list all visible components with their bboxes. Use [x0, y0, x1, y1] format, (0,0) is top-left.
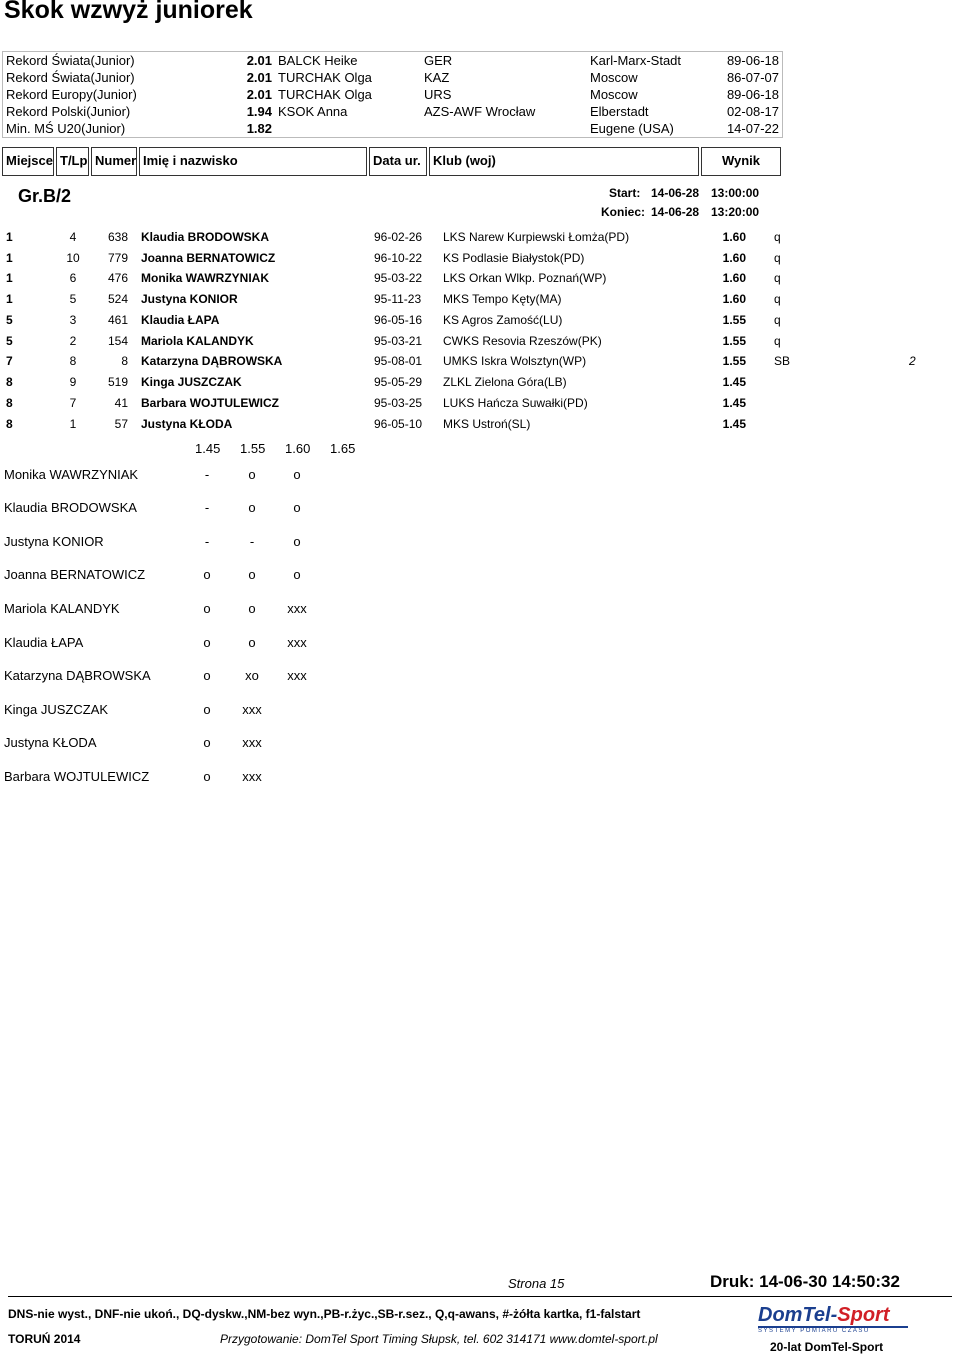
attempt: o: [293, 567, 301, 582]
record-label: Rekord Polski(Junior): [6, 104, 131, 119]
attempt: o: [203, 567, 211, 582]
result-lp: 10: [66, 251, 80, 265]
result-value: 1.45: [722, 417, 746, 431]
result-club: MKS Ustroń(SL): [443, 417, 531, 431]
record-athlete: TURCHAK Olga: [278, 70, 372, 85]
result-lp: 2: [69, 334, 77, 348]
result-extra: 2: [909, 354, 916, 368]
header-name: Imię i nazwisko: [139, 147, 367, 176]
record-row: [3, 86, 783, 103]
record-place: Elberstadt: [590, 104, 649, 119]
result-qualifier: q: [774, 230, 781, 244]
result-value: 1.60: [722, 271, 746, 285]
result-qualifier: q: [774, 334, 781, 348]
result-name: Justyna KŁODA: [141, 417, 233, 431]
result-value: 1.45: [722, 396, 746, 410]
group-name: Gr.B/2: [18, 186, 72, 206]
result-number: 524: [107, 292, 128, 306]
attempt: xxx: [287, 668, 307, 683]
progression-row: [0, 500, 400, 520]
record-place: Karl-Marx-Stadt: [590, 53, 682, 68]
result-lp: 4: [69, 230, 77, 244]
result-place: 8: [6, 417, 13, 431]
result-place: 1: [6, 251, 13, 265]
result-birth: 95-05-29: [374, 375, 423, 389]
result-value: 1.60: [722, 292, 746, 306]
progression-name: Mariola KALANDYK: [4, 601, 120, 616]
result-place: 7: [6, 354, 13, 368]
progression-name: Justyna KONIOR: [4, 534, 104, 549]
attempt: -: [204, 500, 210, 515]
result-value: 1.55: [722, 334, 746, 348]
footer-legend: DNS-nie wyst., DNF-nie ukoń., DQ-dyskw.,NM-bez wyn.,PB-r.życ.,SB-r.sez., Q,q-awans, #-żółta kartka, f1-falstart: [8, 1307, 641, 1321]
record-value: 2.01: [246, 53, 272, 68]
header-place: Miejsce: [2, 147, 54, 176]
result-number: 8: [121, 354, 128, 368]
result-birth: 95-03-25: [374, 396, 423, 410]
result-row: [0, 394, 960, 415]
result-value: 1.60: [722, 230, 746, 244]
result-place: 1: [6, 292, 13, 306]
result-row: [0, 373, 960, 394]
progression-row: [0, 467, 400, 487]
record-value: 2.01: [246, 70, 272, 85]
result-row: [0, 228, 960, 249]
header-club: Klub (woj): [429, 147, 699, 176]
progression-name: Klaudia ŁAPA: [4, 635, 84, 650]
end-date: 14-06-28: [651, 205, 700, 219]
end-label: Koniec:: [601, 205, 646, 219]
end-time: 13:20:00: [711, 205, 760, 219]
result-row: [0, 311, 960, 332]
result-number: 41: [114, 396, 128, 410]
attempt: o: [203, 668, 211, 683]
result-place: 1: [6, 230, 13, 244]
start-time: 13:00:00: [711, 186, 760, 200]
progression-row: [0, 735, 400, 755]
result-qualifier: SB: [774, 354, 791, 368]
progression-name: Monika WAWRZYNIAK: [4, 467, 139, 482]
progression-name: Barbara WOJTULEWICZ: [4, 769, 150, 784]
page-number: Strona 15: [508, 1276, 565, 1291]
result-name: Joanna BERNATOWICZ: [141, 251, 276, 265]
header-birth: Data ur.: [369, 147, 427, 176]
footer-prepared: Przygotowanie: DomTel Sport Timing Słupsk, tel. 602 314171 www.domtel-sport.pl: [220, 1332, 658, 1346]
result-value: 1.45: [722, 375, 746, 389]
record-team: GER: [424, 53, 453, 68]
result-name: Monika WAWRZYNIAK: [141, 271, 269, 285]
result-number: 57: [114, 417, 128, 431]
record-label: Rekord Świata(Junior): [6, 53, 135, 68]
record-place: Moscow: [590, 70, 638, 85]
result-place: 1: [6, 271, 13, 285]
attempt: o: [203, 769, 211, 784]
attempt: o: [203, 702, 211, 717]
progression-name: Kinga JUSZCZAK: [4, 702, 109, 717]
result-club: CWKS Resovia Rzeszów(PK): [443, 334, 602, 348]
record-athlete: [275, 120, 421, 138]
record-value: 1.94: [246, 104, 272, 119]
domtel-logo: [758, 1305, 908, 1354]
height-header: 1.65: [330, 441, 356, 456]
record-place: Moscow: [590, 87, 638, 102]
record-date: 89-06-18: [726, 87, 779, 102]
progression-name: Justyna KŁODA: [4, 735, 97, 750]
attempt: o: [293, 467, 301, 482]
result-lp: 1: [69, 417, 77, 431]
attempt: -: [204, 534, 210, 549]
height-header: 1.60: [285, 441, 311, 456]
result-lp: 8: [69, 354, 77, 368]
result-club: LUKS Hańcza Suwałki(PD): [443, 396, 588, 410]
header-lp: T/Lp: [56, 147, 89, 176]
record-row: [3, 120, 783, 138]
result-name: Klaudia BRODOWSKA: [141, 230, 270, 244]
result-name: Kinga JUSZCZAK: [141, 375, 242, 389]
result-value: 1.60: [722, 251, 746, 265]
record-athlete: TURCHAK Olga: [278, 87, 372, 102]
result-place: 5: [6, 334, 13, 348]
attempt: o: [293, 534, 301, 549]
record-row: [3, 69, 783, 86]
progression-row: [0, 769, 400, 789]
result-row: [0, 249, 960, 270]
result-row: [0, 415, 960, 436]
record-date: 89-06-18: [726, 53, 779, 68]
record-team: KAZ: [424, 70, 450, 85]
attempt: -: [249, 534, 255, 549]
result-birth: 96-05-16: [374, 313, 423, 327]
result-number: 154: [107, 334, 128, 348]
result-birth: 95-08-01: [374, 354, 423, 368]
record-label: Rekord Świata(Junior): [6, 70, 135, 85]
start-label: Start:: [609, 186, 641, 200]
attempt: o: [203, 635, 211, 650]
record-value: 2.01: [246, 87, 272, 102]
footer-divider: [8, 1296, 952, 1297]
record-row: [3, 52, 783, 70]
attempt: o: [248, 467, 256, 482]
record-team: AZS-AWF Wrocław: [424, 104, 536, 119]
progression-row: [0, 635, 400, 655]
result-name: Klaudia ŁAPA: [141, 313, 220, 327]
attempt: o: [248, 500, 256, 515]
height-header: 1.55: [240, 441, 266, 456]
progression-name: Katarzyna DĄBROWSKA: [4, 668, 151, 683]
result-lp: 3: [69, 313, 77, 327]
logo-text-a: DomTel-: [758, 1304, 838, 1326]
result-birth: 96-02-26: [374, 230, 423, 244]
record-date: 14-07-22: [726, 121, 779, 136]
progression-row: [0, 601, 400, 621]
record-label: Min. MŚ U20(Junior): [6, 121, 126, 136]
logo-subtitle: 20-lat DomTel-Sport: [770, 1340, 884, 1354]
result-birth: 95-03-22: [374, 271, 423, 285]
result-qualifier: q: [774, 292, 781, 306]
print-timestamp: Druk: 14-06-30 14:50:32: [710, 1272, 900, 1291]
record-date: 86-07-07: [726, 70, 779, 85]
result-number: 461: [107, 313, 128, 327]
result-row: [0, 290, 960, 311]
footer-city: TORUŃ 2014: [8, 1332, 81, 1346]
result-lp: 7: [69, 396, 77, 410]
start-date: 14-06-28: [651, 186, 700, 200]
record-place: Eugene (USA): [590, 121, 674, 136]
progression-name: Joanna BERNATOWICZ: [4, 567, 146, 582]
height-header: 1.45: [195, 441, 221, 456]
result-row: [0, 352, 960, 373]
record-athlete: KSOK Anna: [278, 104, 348, 119]
result-club: MKS Tempo Kęty(MA): [443, 292, 562, 306]
result-value: 1.55: [722, 313, 746, 327]
result-name: Barbara WOJTULEWICZ: [141, 396, 280, 410]
attempt: xxx: [242, 769, 262, 784]
result-club: KS Agros Zamość(LU): [443, 313, 563, 327]
logo-tagline: SYSTEMY POMIARU CZASU: [758, 1326, 908, 1334]
result-club: ZLKL Zielona Góra(LB): [443, 375, 567, 389]
record-team: [421, 120, 587, 138]
result-lp: 5: [69, 292, 77, 306]
record-team: URS: [424, 87, 452, 102]
attempt: o: [248, 567, 256, 582]
record-athlete: BALCK Heike: [278, 53, 358, 68]
logo-text-b: Sport: [837, 1304, 890, 1326]
result-birth: 95-11-23: [374, 292, 422, 306]
record-date: 02-08-17: [726, 104, 779, 119]
result-lp: 6: [69, 271, 77, 285]
attempt: o: [203, 735, 211, 750]
result-place: 8: [6, 375, 13, 389]
result-qualifier: q: [774, 251, 781, 265]
attempt: xxx: [287, 601, 307, 616]
result-name: Mariola KALANDYK: [141, 334, 254, 348]
records-table: [2, 51, 783, 138]
result-row: [0, 332, 960, 353]
result-value: 1.55: [722, 354, 746, 368]
header-result: Wynik: [701, 147, 781, 176]
progression-row: [0, 567, 400, 587]
page-title: Skok wzwyż juniorek: [4, 0, 253, 24]
result-club: LKS Narew Kurpiewski Łomża(PD): [443, 230, 630, 244]
progression-row: [0, 702, 400, 722]
result-place: 8: [6, 396, 13, 410]
header-number: Numer: [91, 147, 137, 176]
attempt: o: [248, 635, 256, 650]
attempt: o: [293, 500, 301, 515]
record-label: Rekord Europy(Junior): [6, 87, 137, 102]
result-number: 519: [107, 375, 128, 389]
result-name: Katarzyna DĄBROWSKA: [141, 354, 283, 368]
attempt: xo: [245, 668, 259, 683]
result-birth: 96-10-22: [374, 251, 423, 265]
progression-row: [0, 668, 400, 688]
record-row: [3, 103, 783, 120]
progression-row: [0, 534, 400, 554]
attempt: xxx: [242, 735, 262, 750]
result-lp: 9: [69, 375, 77, 389]
result-number: 779: [107, 251, 128, 265]
result-number: 638: [107, 230, 128, 244]
attempt: o: [203, 601, 211, 616]
progression-name: Klaudia BRODOWSKA: [4, 500, 137, 515]
attempt: xxx: [242, 702, 262, 717]
result-qualifier: q: [774, 313, 781, 327]
record-value: 1.82: [246, 121, 272, 136]
attempt: -: [204, 467, 210, 482]
attempt: xxx: [287, 635, 307, 650]
attempt: o: [248, 601, 256, 616]
result-birth: 95-03-21: [374, 334, 423, 348]
result-name: Justyna KONIOR: [141, 292, 238, 306]
result-club: KS Podlasie Białystok(PD): [443, 251, 585, 265]
result-club: LKS Orkan Wlkp. Poznań(WP): [443, 271, 607, 285]
result-birth: 96-05-10: [374, 417, 423, 431]
result-club: UMKS Iskra Wolsztyn(WP): [443, 354, 587, 368]
result-qualifier: q: [774, 271, 781, 285]
result-row: [0, 269, 960, 290]
result-number: 476: [107, 271, 128, 285]
result-place: 5: [6, 313, 13, 327]
